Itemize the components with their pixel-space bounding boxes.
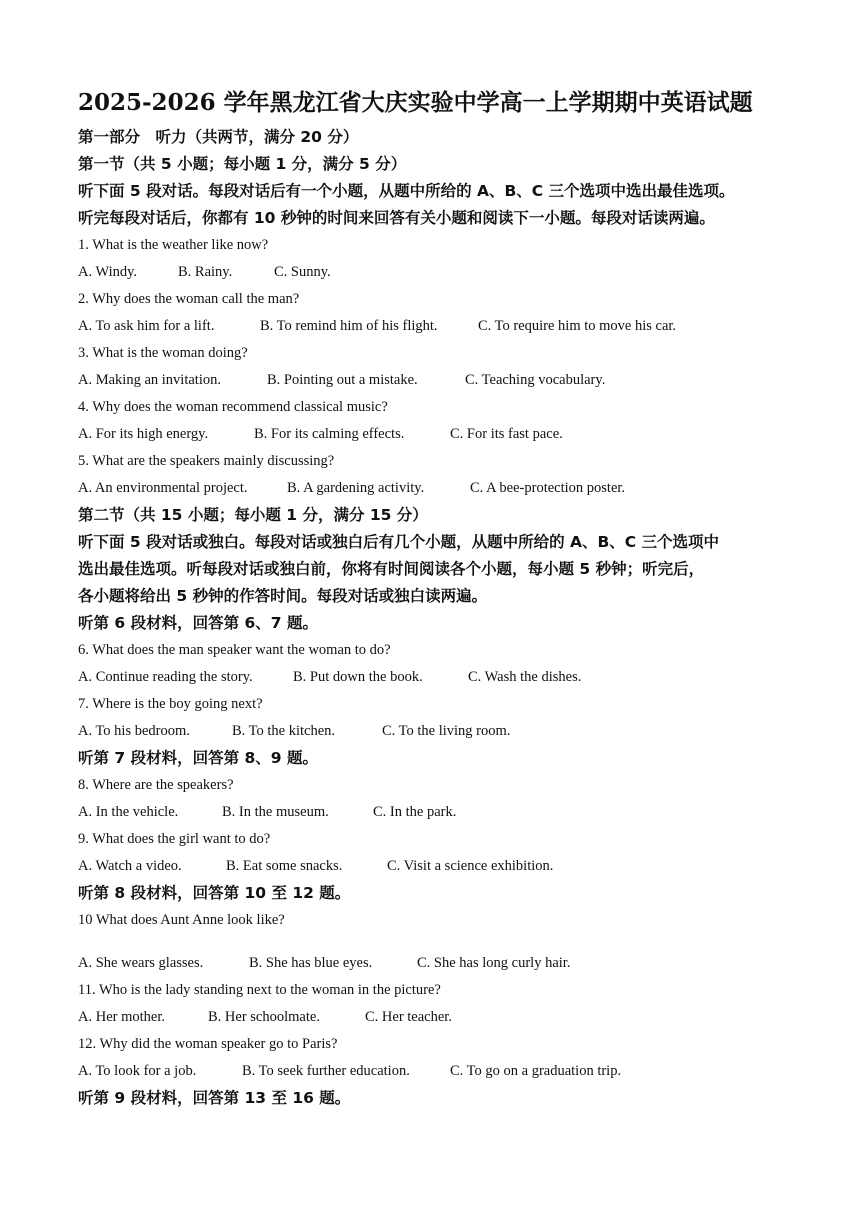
group-heading: 听第 8 段材料，回答第 10 至 12 题。 bbox=[78, 884, 351, 902]
option-b: B. A gardening activity. bbox=[287, 480, 425, 496]
question-text: 12. Why did the woman speaker go to Paris? bbox=[78, 1036, 338, 1052]
option-a: A. In the vehicle. bbox=[78, 804, 179, 820]
question-text: 1. What is the weather like now? bbox=[78, 237, 269, 253]
exam-title: 2025-2026 学年黑龙江省大庆实验中学高一上学期期中英语试题 bbox=[78, 89, 753, 116]
question-options bbox=[78, 421, 838, 448]
option-a: A. She wears glasses. bbox=[78, 955, 204, 971]
question-text: 9. What does the girl want to do? bbox=[78, 831, 271, 847]
option-a: A. Her mother. bbox=[78, 1009, 165, 1025]
question-options bbox=[78, 1058, 838, 1085]
question-options bbox=[78, 367, 838, 394]
option-b: B. To remind him of his flight. bbox=[260, 318, 438, 334]
section2-heading: 第二节（共 15 小题；每小题 1 分，满分 15 分） bbox=[78, 506, 428, 524]
question-options bbox=[78, 853, 838, 880]
option-a: A. Continue reading the story. bbox=[78, 669, 253, 685]
exam-page bbox=[78, 86, 838, 1112]
option-a: A. For its high energy. bbox=[78, 426, 209, 442]
question-text: 3. What is the woman doing? bbox=[78, 345, 248, 361]
option-c: C. A bee-protection poster. bbox=[470, 480, 626, 496]
question-options bbox=[78, 664, 838, 691]
question-options bbox=[78, 313, 838, 340]
option-a: A. Watch a video. bbox=[78, 858, 182, 874]
option-b: B. Her schoolmate. bbox=[208, 1009, 320, 1025]
question-text: 7. Where is the boy going next? bbox=[78, 696, 263, 712]
section1-instruction: 听下面 5 段对话。每段对话后有一个小题，从题中所给的 A、B、C 三个选项中选出最佳选项。 bbox=[78, 182, 735, 200]
question-text: 8. Where are the speakers? bbox=[78, 777, 234, 793]
section1-instruction: 听完每段对话后，你都有 10 秒钟的时间来回答有关小题和阅读下一小题。每段对话读两遍。 bbox=[78, 209, 715, 227]
option-a: A. To look for a job. bbox=[78, 1063, 197, 1079]
question-options bbox=[78, 475, 838, 502]
part1-heading: 第一部分 听力（共两节，满分 20 分） bbox=[78, 128, 359, 146]
section1-heading: 第一节（共 5 小题；每小题 1 分，满分 5 分） bbox=[78, 155, 407, 173]
spacer bbox=[78, 934, 838, 950]
option-b: B. Put down the book. bbox=[293, 669, 423, 685]
option-c: C. Teaching vocabulary. bbox=[465, 372, 606, 388]
option-b: B. Rainy. bbox=[178, 264, 233, 280]
option-c: C. To require him to move his car. bbox=[478, 318, 677, 334]
option-c: C. To the living room. bbox=[382, 723, 511, 739]
option-b: B. Pointing out a mistake. bbox=[267, 372, 418, 388]
option-a: A. To ask him for a lift. bbox=[78, 318, 215, 334]
option-b: B. Eat some snacks. bbox=[226, 858, 343, 874]
option-c: C. In the park. bbox=[373, 804, 457, 820]
question-text: 10 What does Aunt Anne look like? bbox=[78, 912, 285, 928]
question-text: 2. Why does the woman call the man? bbox=[78, 291, 300, 307]
section2-instruction: 听下面 5 段对话或独白。每段对话或独白后有几个小题，从题中所给的 A、B、C 三个选项中 bbox=[78, 533, 720, 551]
option-b: B. For its calming effects. bbox=[254, 426, 405, 442]
option-a: A. Windy. bbox=[78, 264, 138, 280]
section2-instruction: 各小题将给出 5 秒钟的作答时间。每段对话或独白读两遍。 bbox=[78, 587, 488, 605]
option-c: C. Visit a science exhibition. bbox=[387, 858, 554, 874]
option-c: C. Wash the dishes. bbox=[468, 669, 582, 685]
group-heading: 听第 9 段材料，回答第 13 至 16 题。 bbox=[78, 1089, 351, 1107]
question-text: 4. Why does the woman recommend classical music? bbox=[78, 399, 388, 415]
option-c: C. To go on a graduation trip. bbox=[450, 1063, 622, 1079]
option-c: C. Her teacher. bbox=[365, 1009, 452, 1025]
question-options bbox=[78, 718, 838, 745]
question-text: 11. Who is the lady standing next to the woman in the picture? bbox=[78, 982, 441, 998]
option-c: C. She has long curly hair. bbox=[417, 955, 571, 971]
group-heading: 听第 7 段材料，回答第 8、9 题。 bbox=[78, 749, 318, 767]
section2-instruction: 选出最佳选项。听每段对话或独白前，你将有时间阅读各个小题，每小题 5 秒钟；听完后， bbox=[78, 560, 705, 578]
question-options bbox=[78, 259, 838, 286]
option-b: B. She has blue eyes. bbox=[249, 955, 373, 971]
question-options bbox=[78, 1004, 838, 1031]
option-c: C. Sunny. bbox=[274, 264, 331, 280]
option-a: A. An environmental project. bbox=[78, 480, 248, 496]
option-b: B. In the museum. bbox=[222, 804, 329, 820]
option-c: C. For its fast pace. bbox=[450, 426, 563, 442]
option-b: B. To the kitchen. bbox=[232, 723, 336, 739]
question-options bbox=[78, 950, 838, 977]
option-b: B. To seek further education. bbox=[242, 1063, 410, 1079]
option-a: A. Making an invitation. bbox=[78, 372, 221, 388]
group-heading: 听第 6 段材料，回答第 6、7 题。 bbox=[78, 614, 318, 632]
question-text: 6. What does the man speaker want the woman to do? bbox=[78, 642, 391, 658]
question-text: 5. What are the speakers mainly discussing? bbox=[78, 453, 335, 469]
question-options bbox=[78, 799, 838, 826]
option-a: A. To his bedroom. bbox=[78, 723, 190, 739]
